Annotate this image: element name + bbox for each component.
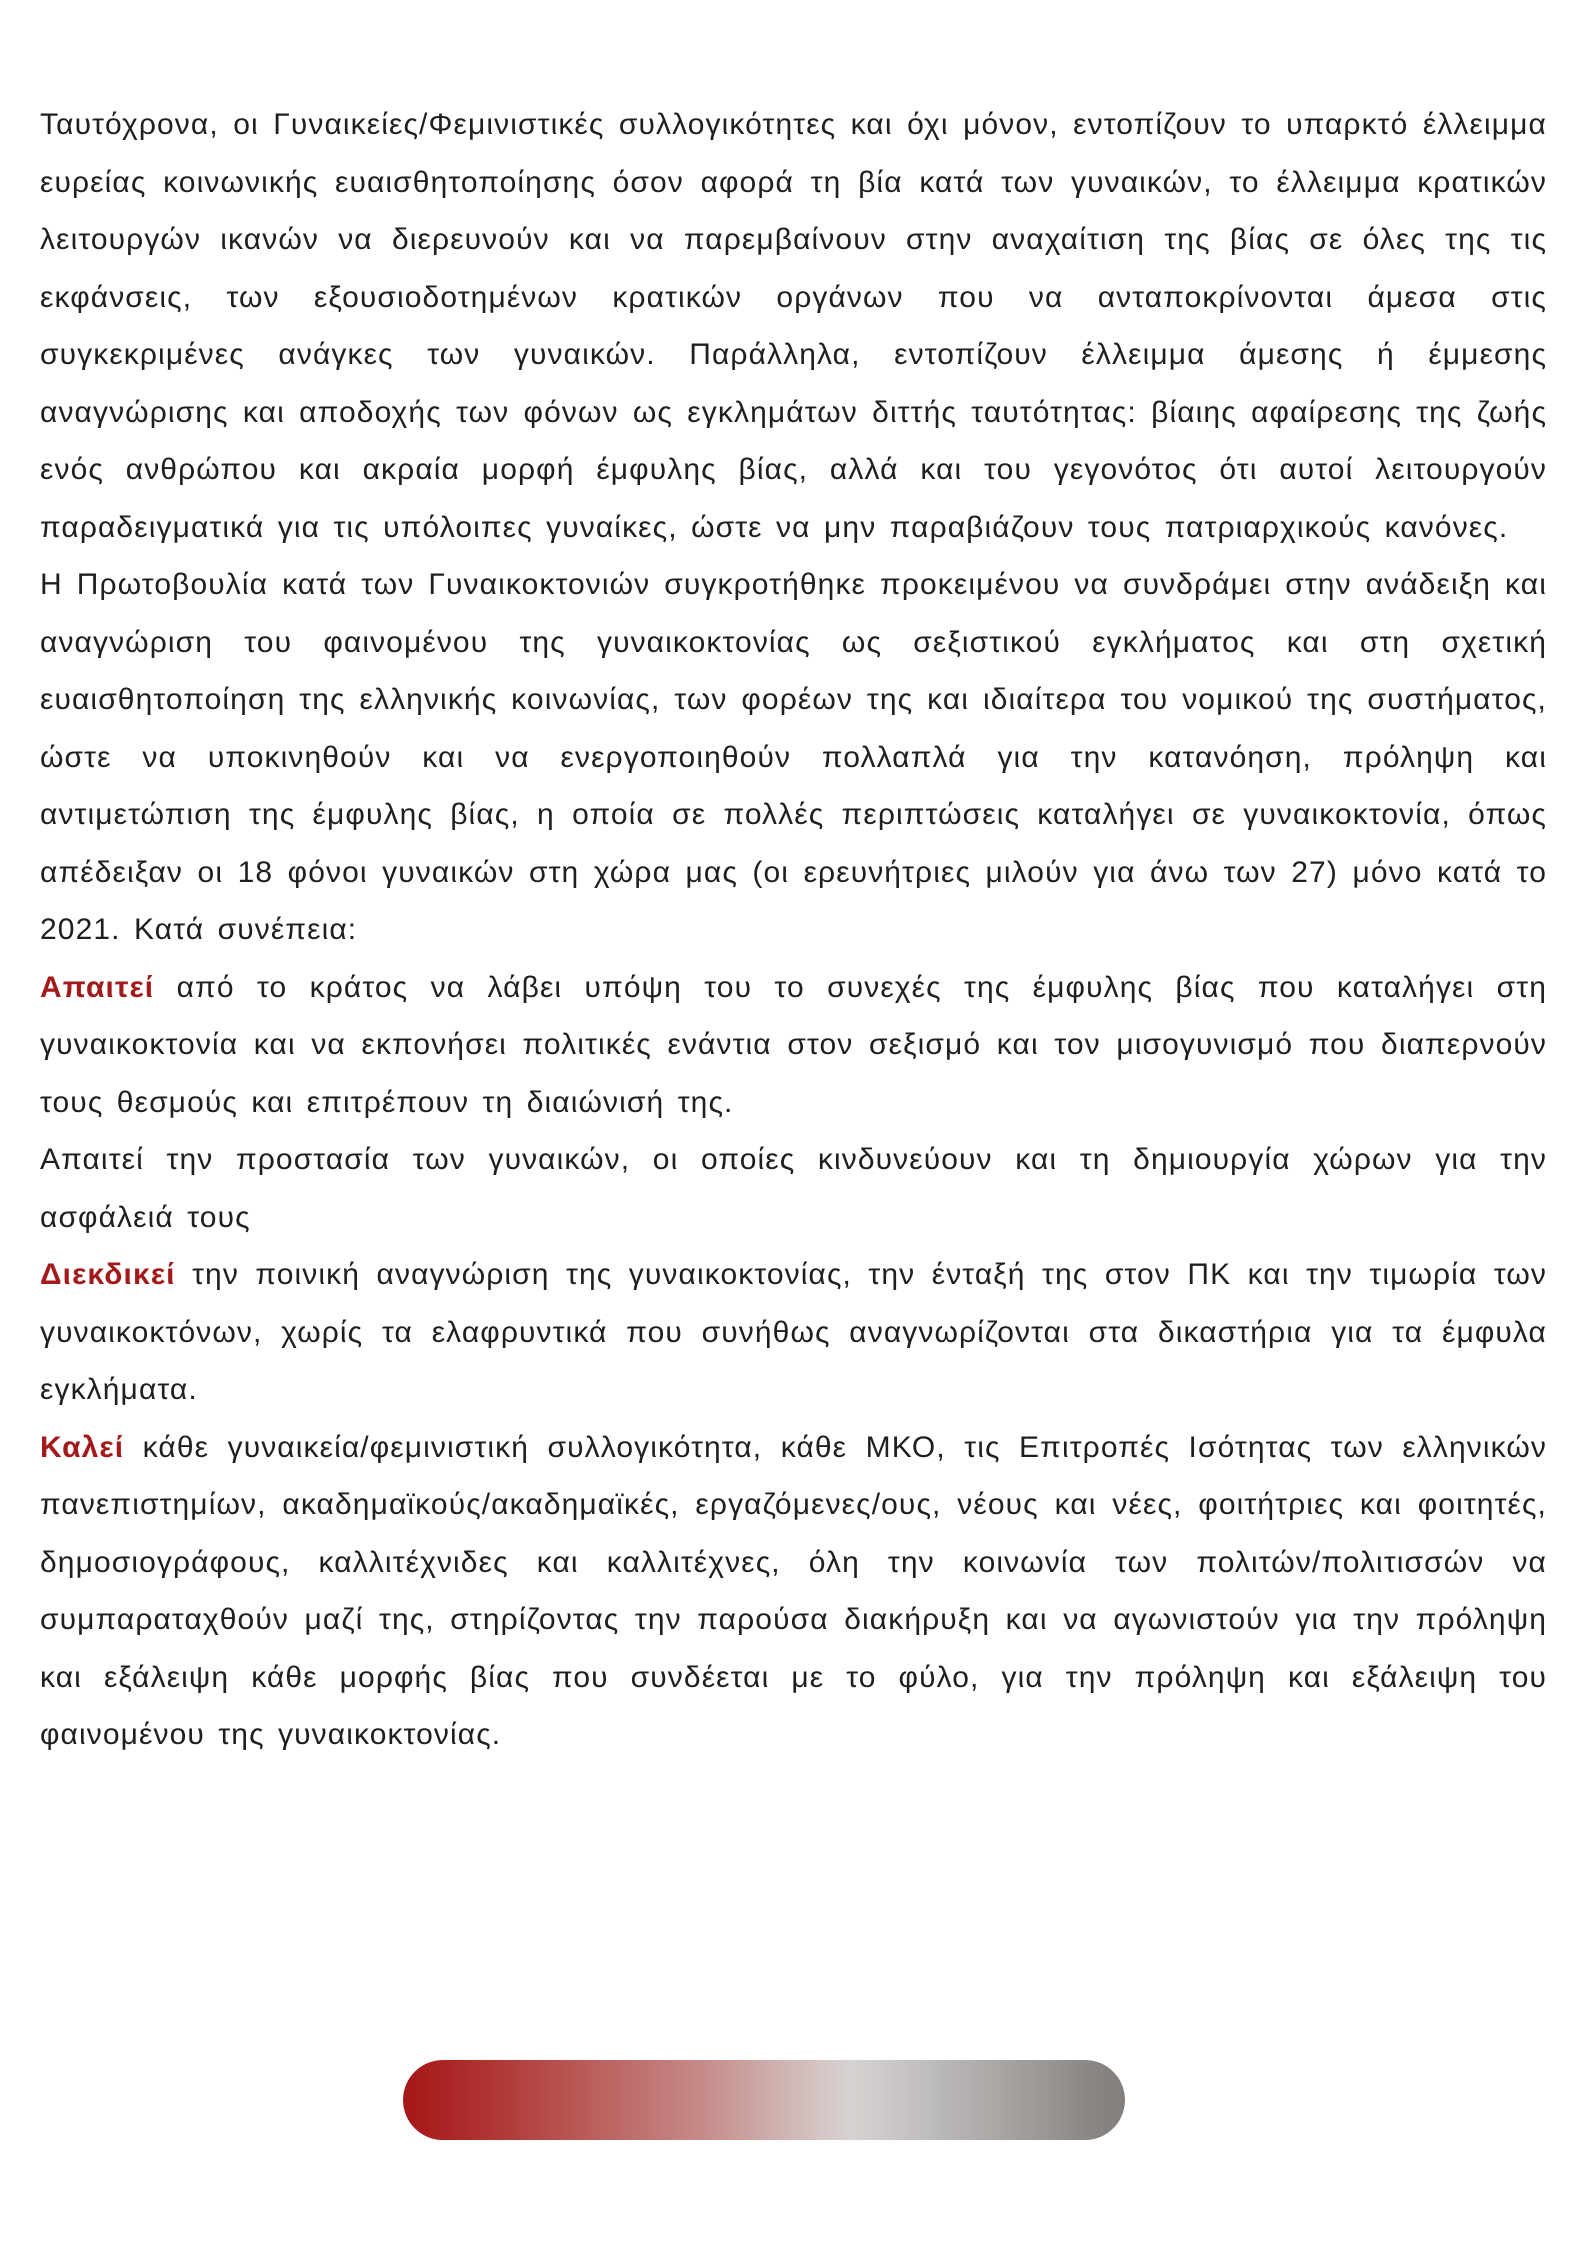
- paragraph: Διεκδικεί την ποινική αναγνώριση της γυναικοκτονίας, την ένταξή της στον ΠΚ και την τιμωρία των γυναικοκτόνων, χωρίς τα ελαφρυντικά που συνήθως αναγνωρίζονται στα δικαστήρια για τα έμφυλα εγκλήματα.: [40, 1258, 1547, 1406]
- paragraph: Απαιτεί την προστασία των γυναικών, οι οποίες κινδυνεύουν και τη δημιουργία χώρων για την ασφάλειά τους: [40, 1143, 1547, 1234]
- paragraph: Η Πρωτοβουλία κατά των Γυναικοκτονιών συγκροτήθηκε προκειμένου να συνδράμει στην ανάδειξη και αναγνώριση του φαινομένου της γυναικοκτονίας ως σεξιστικού εγκλήματος και στη σχετική ευαισθητοποίηση της ελληνικής κοινωνίας, των φορέων της και ιδιαίτερα του νομικού της συστήματος, ώστε να υποκινηθούν και να ενεργοποιηθούν πολλαπλά για την κατανόηση, πρόληψη και αντιμετώπιση της έμφυλης βίας, η οποία σε πολλές περιπτώσεις καταλήγει σε γυναικοκτονία, όπως απέδειξαν οι 18 φόνοι γυναικών στη χώρα μας (οι ερευνήτριες μιλούν για άνω των 27) μόνο κατά το 2021. Κατά συνέπεια:: [40, 568, 1547, 946]
- paragraph: Απαιτεί από το κράτος να λάβει υπόψη του το συνεχές της έμφυλης βίας που καταλήγει στη γυναικοκτονία και να εκπονήσει πολιτικές ενάντια στον σεξισμό και τον μισογυνισμό που διαπερνούν τους θεσμούς και επιτρέπουν τη διαιώνισή της.: [40, 970, 1547, 1119]
- lead-word: Διεκδικεί: [40, 1258, 176, 1291]
- paragraph: Καλεί κάθε γυναικεία/φεμινιστική συλλογικότητα, κάθε ΜΚΟ, τις Επιτροπές Ισότητας των ελληνικών πανεπιστημίων, ακαδημαϊκούς/ακαδημαϊκές, εργαζόμενες/ους, νέους και νέες, φοιτήτριες και φοιτητές, δημοσιογράφους, καλλιτέχνιδες και καλλιτέχνες, όλη την κοινωνία των πολιτών/πολιτισσών να συμπαραταχθούν μαζί της, στηρίζοντας την παρούσα διακήρυξη και να αγωνιστούν για την πρόληψη και εξάλειψη κάθε μορφής βίας που συνδέεται με το φύλο, για την πρόληψη και εξάλειψη του φαινομένου της γυναικοκτονίας.: [40, 1430, 1547, 1751]
- lead-word: Καλεί: [40, 1430, 125, 1464]
- footer-gradient-bar: [403, 2060, 1125, 2140]
- paragraph: Ταυτόχρονα, οι Γυναικείες/Φεμινιστικές συλλογικότητες και όχι μόνον, εντοπίζουν το υπαρκτό έλλειμμα ευρείας κοινωνικής ευαισθητοποίησης όσον αφορά τη βία κατά των γυναικών, το έλλειμμα κρατικών λειτουργών ικανών να διερευνούν και να παρεμβαίνουν στην αναχαίτιση της βίας σε όλες της τις εκφάνσεις, των εξουσιοδοτημένων κρατικών οργάνων που να ανταποκρίνονται άμεσα στις συγκεκριμένες ανάγκες των γυναικών. Παράλληλα, εντοπίζουν έλλειμμα άμεσης ή έμμεσης αναγνώρισης και αποδοχής των φόνων ως εγκλημάτων διττής ταυτότητας: βίαιης αφαίρεσης της ζωής ενός ανθρώπου και ακραία μορφή έμφυλης βίας, αλλά και του γεγονότος ότι αυτοί λειτουργούν παραδειγματικά για τις υπόλοιπες γυναίκες, ώστε να μην παραβιάζουν τους πατριαρχικούς κανόνες.: [40, 108, 1547, 544]
- lead-word: Απαιτεί: [40, 970, 155, 1004]
- document-body: [40, 96, 1547, 1764]
